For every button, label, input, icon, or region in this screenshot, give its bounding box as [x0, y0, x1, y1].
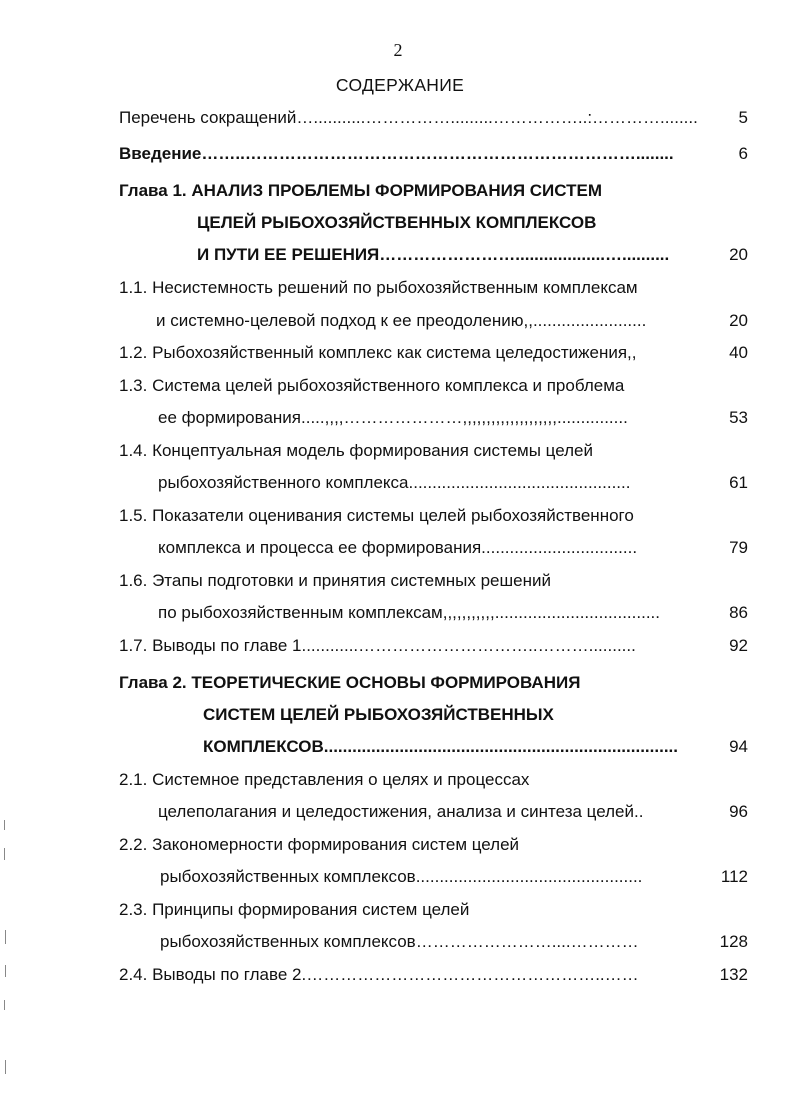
toc-chapter-2-line-3: КОМПЛЕКСОВ...........................................................................: [203, 737, 678, 756]
toc-section-1-1-line-2: и системно-целевой подход к ее преодолению,,........................: [156, 311, 647, 330]
toc-section-2-3-line-2: рыбохозяйственных комплексов……………………....…………: [160, 932, 639, 951]
toc-page-section-1-5: 79: [729, 538, 748, 557]
page-number: 2: [393, 40, 403, 60]
toc-page-section-1-4: 61: [729, 473, 748, 492]
toc-page-section-1-1: 20: [729, 311, 748, 330]
toc-section-1-5-line-2: комплекса и процесса ее формирования.................................: [158, 538, 638, 557]
toc-section-1-7: 1.7. Выводы по главе 1............…………………………..………..........: [119, 636, 636, 655]
toc-page-abbreviations: 5: [738, 108, 748, 127]
toc-page-section-2-4: 132: [719, 965, 748, 984]
toc-section-1-3-line-1: 1.3. Система целей рыбохозяйственного комплекса и проблема: [119, 376, 625, 395]
toc-section-1-6-line-1: 1.6. Этапы подготовки и принятия системных решений: [119, 571, 551, 590]
scan-mark: [5, 930, 6, 944]
toc-section-2-4: 2.4. Выводы по главе 2.……………………………………………..……: [119, 965, 639, 984]
toc-chapter-1-line-3: И ПУТИ ЕЕ РЕШЕНИЯ……………………...................…..........: [197, 245, 670, 264]
toc-chapter-2-line-2: СИСТЕМ ЦЕЛЕЙ РЫБОХОЗЯЙСТВЕННЫХ: [203, 705, 554, 724]
toc-chapter-1-line-2: ЦЕЛЕЙ РЫБОХОЗЯЙСТВЕННЫХ КОМПЛЕКСОВ: [197, 213, 597, 232]
scan-mark: [5, 965, 6, 977]
toc-section-2-1-line-2: целеполагания и целедостижения, анализа и синтеза целей..: [158, 802, 644, 821]
toc-page-chapter-1: 20: [729, 245, 748, 264]
toc-section-2-3-line-1: 2.3. Принципы формирования систем целей: [119, 900, 470, 919]
toc-page-chapter-2: 94: [729, 737, 748, 756]
toc-chapter-2-line-1: Глава 2. ТЕОРЕТИЧЕСКИЕ ОСНОВЫ ФОРМИРОВАНИЯ: [119, 673, 581, 692]
toc-page-section-1-6: 86: [729, 603, 748, 622]
toc-section-2-2-line-2: рыбохозяйственных комплексов................................................: [160, 867, 643, 886]
toc-section-1-2: 1.2. Рыбохозяйственный комплекс как система целедостижения,,: [119, 343, 637, 362]
toc-section-1-5-line-1: 1.5. Показатели оценивания системы целей рыбохозяйственного: [119, 506, 634, 525]
toc-title: СОДЕРЖАНИЕ: [335, 75, 465, 95]
toc-page-section-2-2: 112: [720, 867, 748, 886]
toc-page-section-1-3: 53: [729, 408, 748, 427]
toc-section-1-6-line-2: по рыбохозяйственным комплексам,,,,,,,,,,,...................................: [158, 603, 660, 622]
toc-entry-introduction: Введение……..……………………………………………………………........: [119, 144, 674, 163]
toc-page-section-1-7: 92: [729, 636, 748, 655]
scan-mark: [4, 1000, 5, 1010]
toc-entry-abbreviations: Перечень сокращений…...........…………….........……………..:…………........: [119, 108, 698, 127]
scan-mark: [5, 1060, 6, 1074]
toc-section-1-1-line-1: 1.1. Несистемность решений по рыбохозяйственным комплексам: [119, 278, 638, 297]
toc-section-2-1-line-1: 2.1. Системное представления о целях и процессах: [119, 770, 530, 789]
toc-section-1-4-line-1: 1.4. Концептуальная модель формирования системы целей: [119, 441, 593, 460]
toc-section-1-3-line-2: ее формирования.....,,,,…………………,,,,,,,,,,,,,,,,,,,,...............: [158, 408, 628, 427]
toc-page-section-2-1: 96: [729, 802, 748, 821]
toc-page-section-1-2: 40: [729, 343, 748, 362]
scan-mark: [4, 848, 5, 860]
scan-mark: [4, 820, 5, 830]
toc-page-introduction: 6: [738, 144, 748, 163]
toc-section-2-2-line-1: 2.2. Закономерности формирования систем целей: [119, 835, 520, 854]
toc-page-section-2-3: 128: [719, 932, 748, 951]
toc-chapter-1-line-1: Глава 1. АНАЛИЗ ПРОБЛЕМЫ ФОРМИРОВАНИЯ СИСТЕМ: [119, 181, 602, 200]
toc-section-1-4-line-2: рыбохозяйственного комплекса...............................................: [158, 473, 631, 492]
